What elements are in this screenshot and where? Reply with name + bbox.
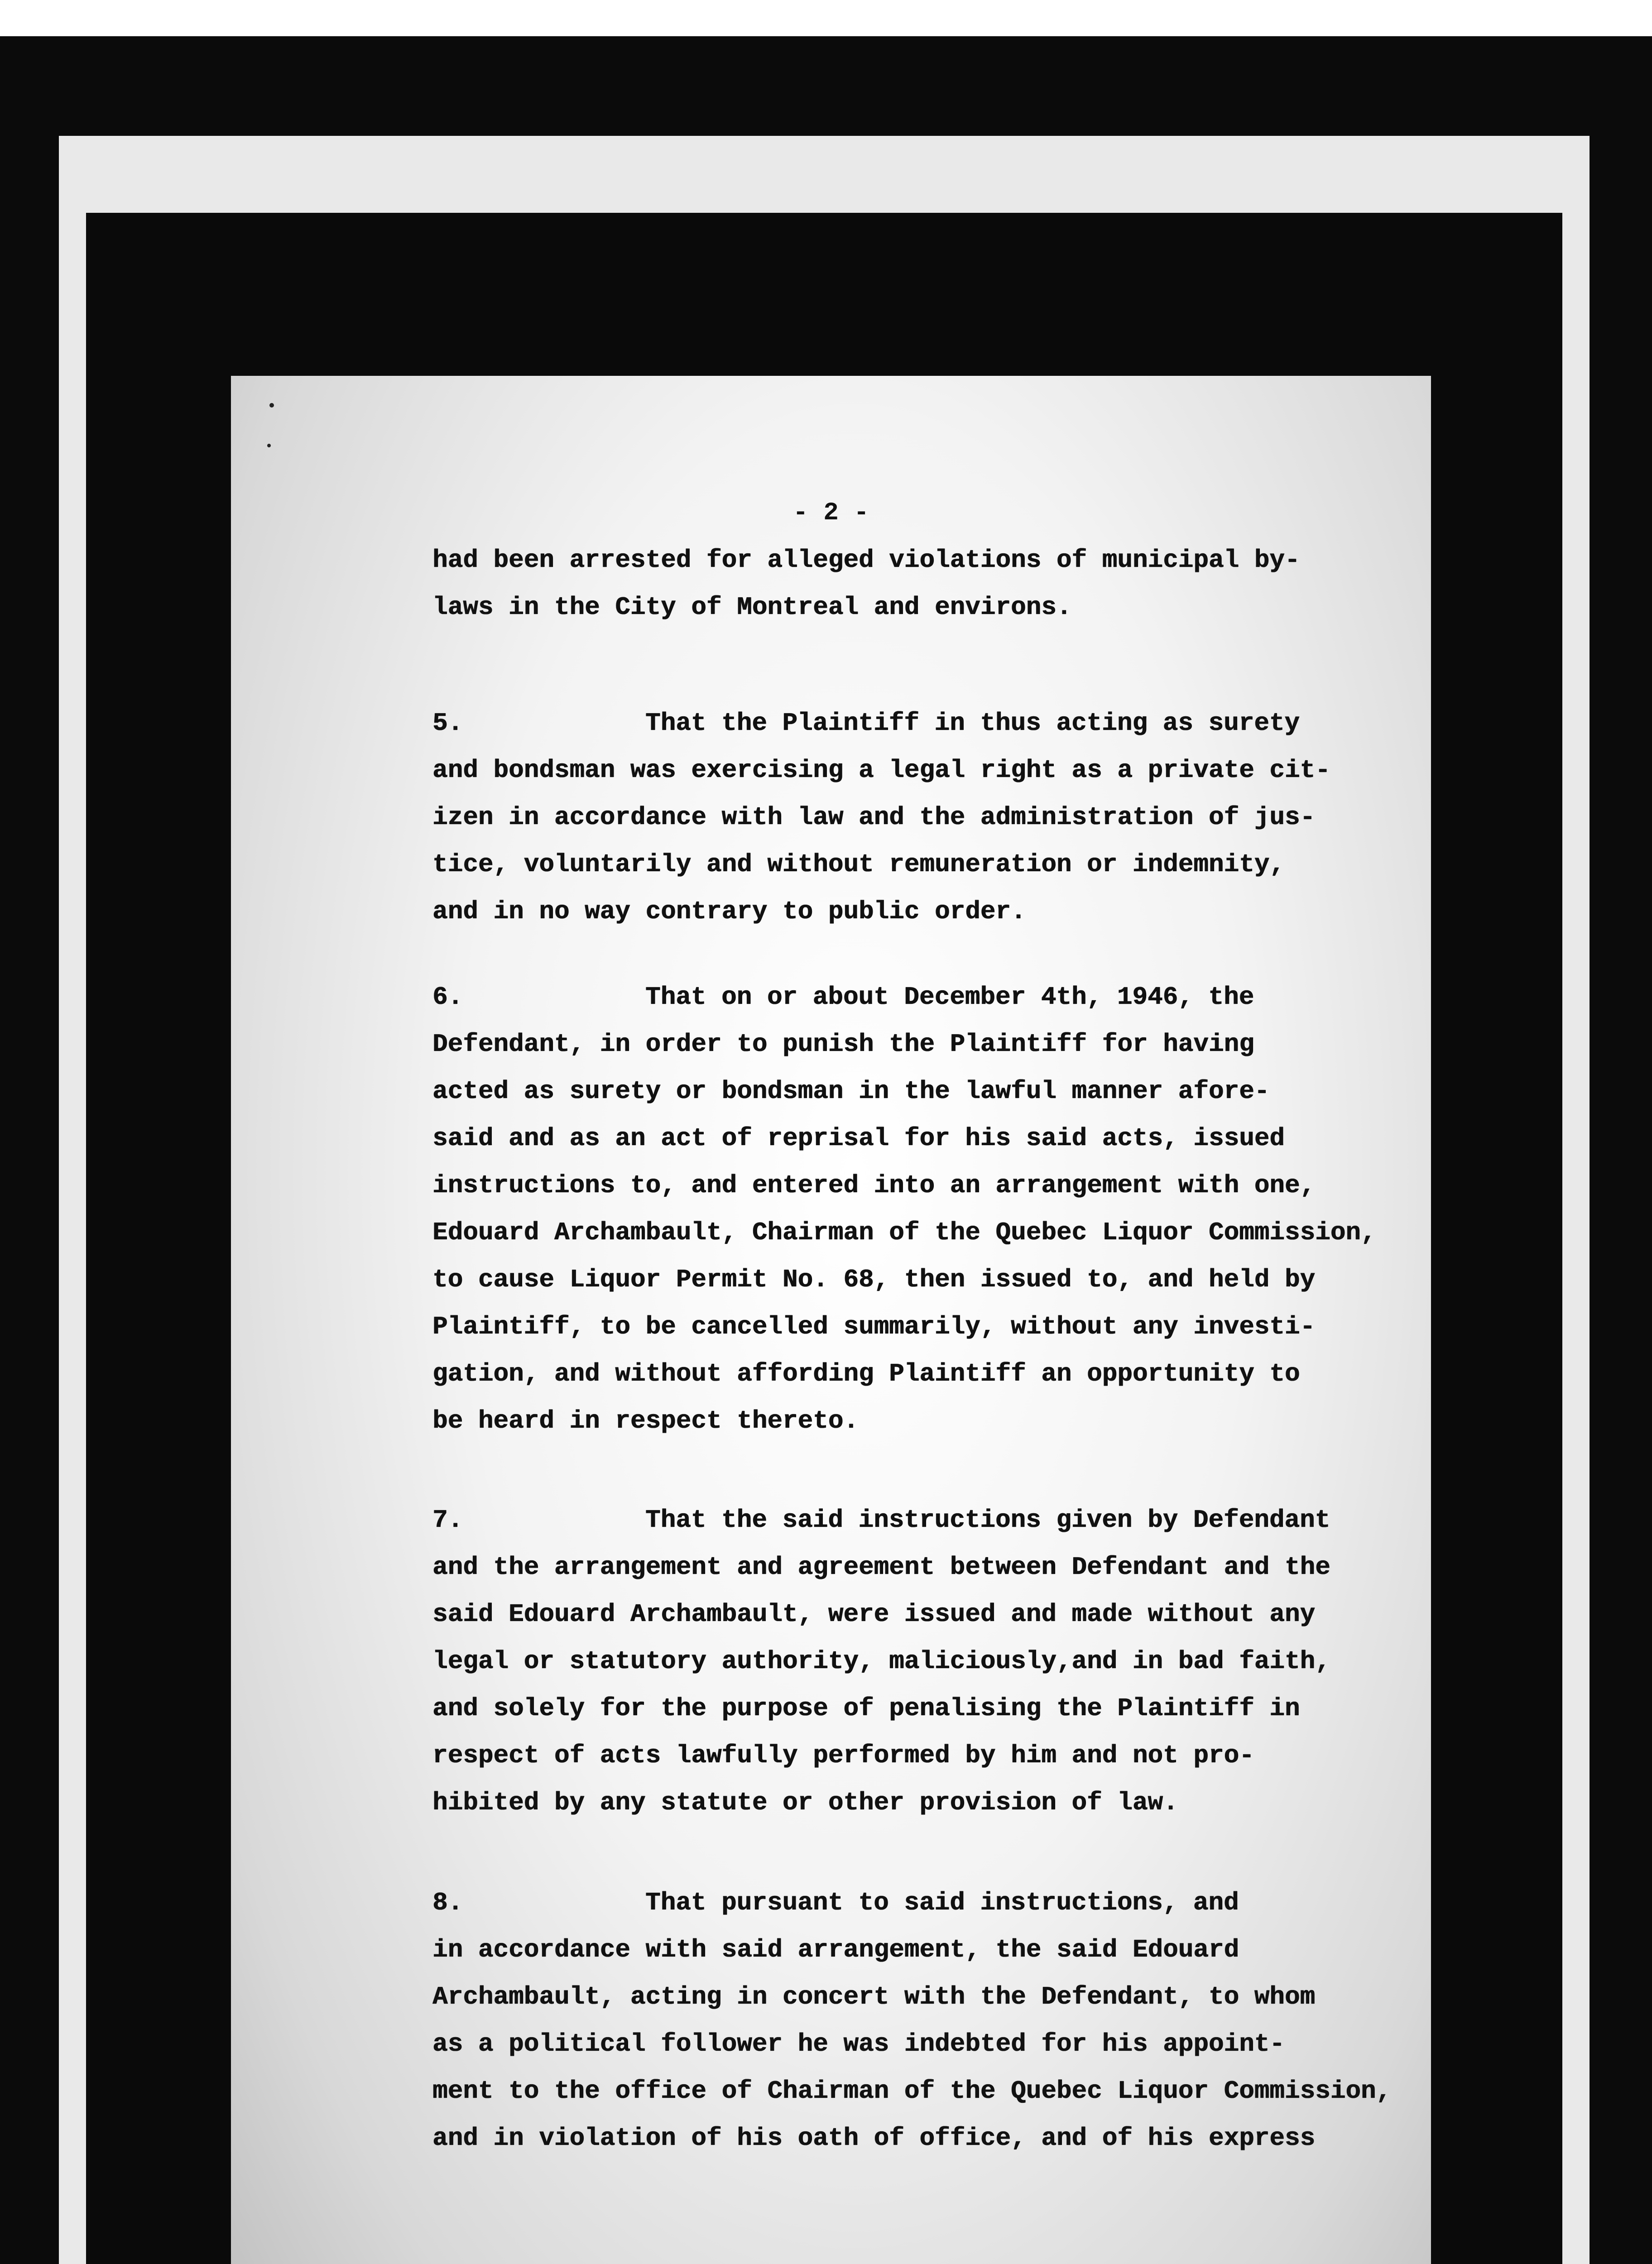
paragraph-number: 5. (432, 709, 463, 738)
text-line: as a political follower he was indebted for his appoint- (432, 2029, 1285, 2058)
text-line: said Edouard Archambault, were issued and made without any (432, 1600, 1316, 1629)
paragraph-number: 8. (432, 1888, 463, 1917)
text-line: and solely for the purpose of penalising the Plaintiff in (432, 1694, 1300, 1723)
text-line: Plaintiff, to be cancelled summarily, without any investi- (432, 1312, 1316, 1341)
text-line: acted as surety or bondsman in the lawful manner afore- (432, 1077, 1270, 1106)
text-line: izen in accordance with law and the administration of jus- (432, 803, 1316, 832)
paragraph-number: 6. (432, 983, 463, 1012)
text-line: and in no way contrary to public order. (432, 897, 1026, 926)
text-line: and the arrangement and agreement between Defendant and the (432, 1553, 1330, 1582)
text-line: legal or statutory authority, maliciously,and in bad faith, (432, 1647, 1330, 1676)
text-line: Edouard Archambault, Chairman of the Quebec Liquor Commission, (432, 1218, 1376, 1247)
text-line: That the said instructions given by Defendant (645, 1506, 1330, 1535)
page-number: - 2 - (792, 498, 869, 527)
text-line: and bondsman was exercising a legal right as a private cit- (432, 756, 1330, 785)
opening-lines (432, 537, 1374, 631)
dust-speck (269, 403, 274, 408)
document-page (231, 376, 1431, 2264)
dust-speck (267, 444, 271, 447)
text-line: had been arrested for alleged violations of municipal by- (432, 546, 1300, 575)
text-line: ment to the office of Chairman of the Quebec Liquor Commission, (432, 2077, 1392, 2106)
paragraph-5 (432, 700, 1374, 935)
text-line: laws in the City of Montreal and environs. (432, 593, 1072, 622)
text-line: Defendant, in order to punish the Plaintiff for having (432, 1030, 1254, 1059)
text-line: hibited by any statute or other provision of law. (432, 1788, 1178, 1817)
text-line: That the Plaintiff in thus acting as surety (645, 709, 1300, 738)
text-line: be heard in respect thereto. (432, 1406, 859, 1435)
paragraph-8 (432, 1879, 1392, 2162)
text-line: That pursuant to said instructions, and (645, 1888, 1239, 1917)
text-line: instructions to, and entered into an arrangement with one, (432, 1171, 1316, 1200)
paragraph-6 (432, 974, 1374, 1444)
text-line: That on or about December 4th, 1946, the (645, 983, 1254, 1012)
text-line: tice, voluntarily and without remuneration or indemnity, (432, 850, 1285, 879)
paragraph-number: 7. (432, 1506, 463, 1535)
text-line: said and as an act of reprisal for his said acts, issued (432, 1124, 1285, 1153)
text-line: in accordance with said arrangement, the said Edouard (432, 1935, 1239, 1964)
text-line: gation, and without affording Plaintiff an opportunity to (432, 1359, 1300, 1388)
text-line: to cause Liquor Permit No. 68, then issued to, and held by (432, 1265, 1316, 1294)
text-line: Archambault, acting in concert with the Defendant, to whom (432, 1982, 1316, 2011)
text-line: and in violation of his oath of office, and of his express (432, 2124, 1316, 2153)
paragraph-7 (432, 1497, 1374, 1826)
text-line: respect of acts lawfully performed by him and not pro- (432, 1741, 1254, 1770)
